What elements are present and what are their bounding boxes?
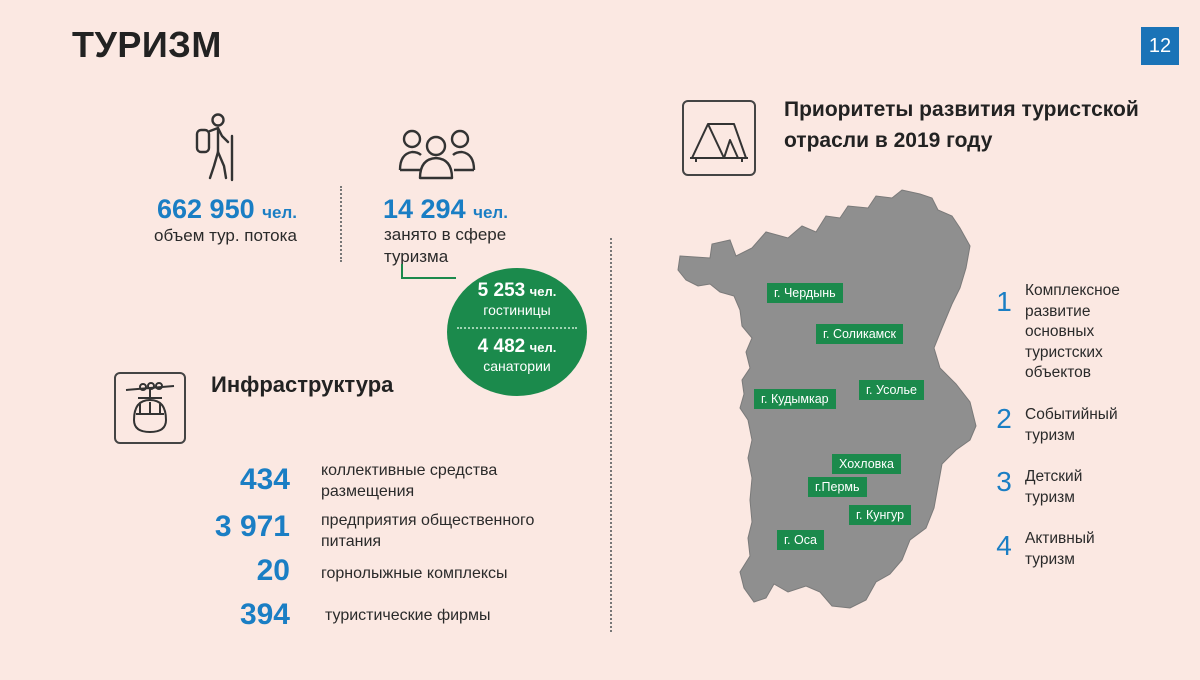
sanatoriums-unit: чел. (529, 340, 557, 355)
infra-value-catering: 3 971 (214, 510, 290, 543)
priority-label: Комплексное развитие основных туристских объектов (1025, 282, 1120, 381)
infrastructure-title: Инфраструктура (211, 372, 394, 397)
sanatoriums-block (447, 336, 587, 374)
priority-number: 3 (996, 466, 1012, 497)
infra-label-catering: предприятия общественного питания (321, 512, 535, 550)
employment-breakdown-circle (447, 268, 587, 396)
employed-unit: чел. (473, 203, 508, 222)
city-label-cherdyn: г. Чердынь (767, 283, 843, 303)
hotels-block (447, 280, 587, 318)
priority-label: Событийный туризм (1025, 406, 1118, 444)
hiker-icon (188, 112, 244, 182)
circle-divider (457, 327, 577, 329)
infra-label-agencies: туристические фирмы (325, 607, 491, 624)
employed-stat (383, 194, 508, 225)
priority-number: 1 (996, 286, 1012, 317)
city-label-khokhlovka: Хохловка (832, 454, 901, 474)
sanatoriums-label: санатории (483, 358, 551, 374)
tourist-flow-value: 662 950 (157, 194, 255, 224)
column-divider (610, 238, 612, 632)
city-label-kudymkar: г. Кудымкар (754, 389, 836, 409)
people-group-icon (398, 128, 476, 180)
employed-value: 14 294 (383, 194, 466, 224)
employed-label: занято в сфере туризма (384, 225, 507, 266)
city-label-perm: г.Пермь (808, 477, 867, 497)
infra-value-agencies: 394 (239, 598, 290, 631)
city-label-kungur: г. Кунгур (849, 505, 911, 525)
infra-label-ski: горнолыжные комплексы (321, 565, 508, 582)
city-label-usolye: г. Усолье (859, 380, 924, 400)
page-number-badge: 12 (1141, 27, 1179, 65)
city-label-osa: г. Оса (777, 530, 824, 550)
sanatoriums-value: 4 482 (477, 336, 526, 357)
infra-value-accommodation: 434 (239, 463, 290, 496)
tent-icon (684, 102, 754, 174)
stats-divider (340, 186, 342, 262)
hotels-unit: чел. (529, 284, 557, 299)
priority-number: 4 (996, 530, 1012, 561)
hotels-value: 5 253 (477, 280, 526, 301)
priority-label: Детский туризм (1025, 468, 1083, 506)
city-label-solikamsk: г. Соликамск (816, 324, 903, 344)
cable-car-icon (116, 374, 184, 442)
priorities-title: Приоритеты развития туристской отрасли в 2019 году (784, 98, 1139, 152)
tourist-flow-unit: чел. (262, 203, 297, 222)
tourist-flow-stat (157, 194, 297, 225)
priorities-icon-box (682, 100, 756, 176)
page-title: ТУРИЗМ (72, 24, 222, 65)
infra-label-accommodation: коллективные средства размещения (321, 462, 498, 500)
infrastructure-icon-box (114, 372, 186, 444)
hotels-label: гостиницы (483, 302, 551, 318)
infra-value-ski: 20 (256, 554, 290, 587)
tourist-flow-label: объем тур. потока (154, 226, 297, 245)
priority-label: Активный туризм (1025, 530, 1095, 568)
priority-number: 2 (996, 403, 1012, 434)
